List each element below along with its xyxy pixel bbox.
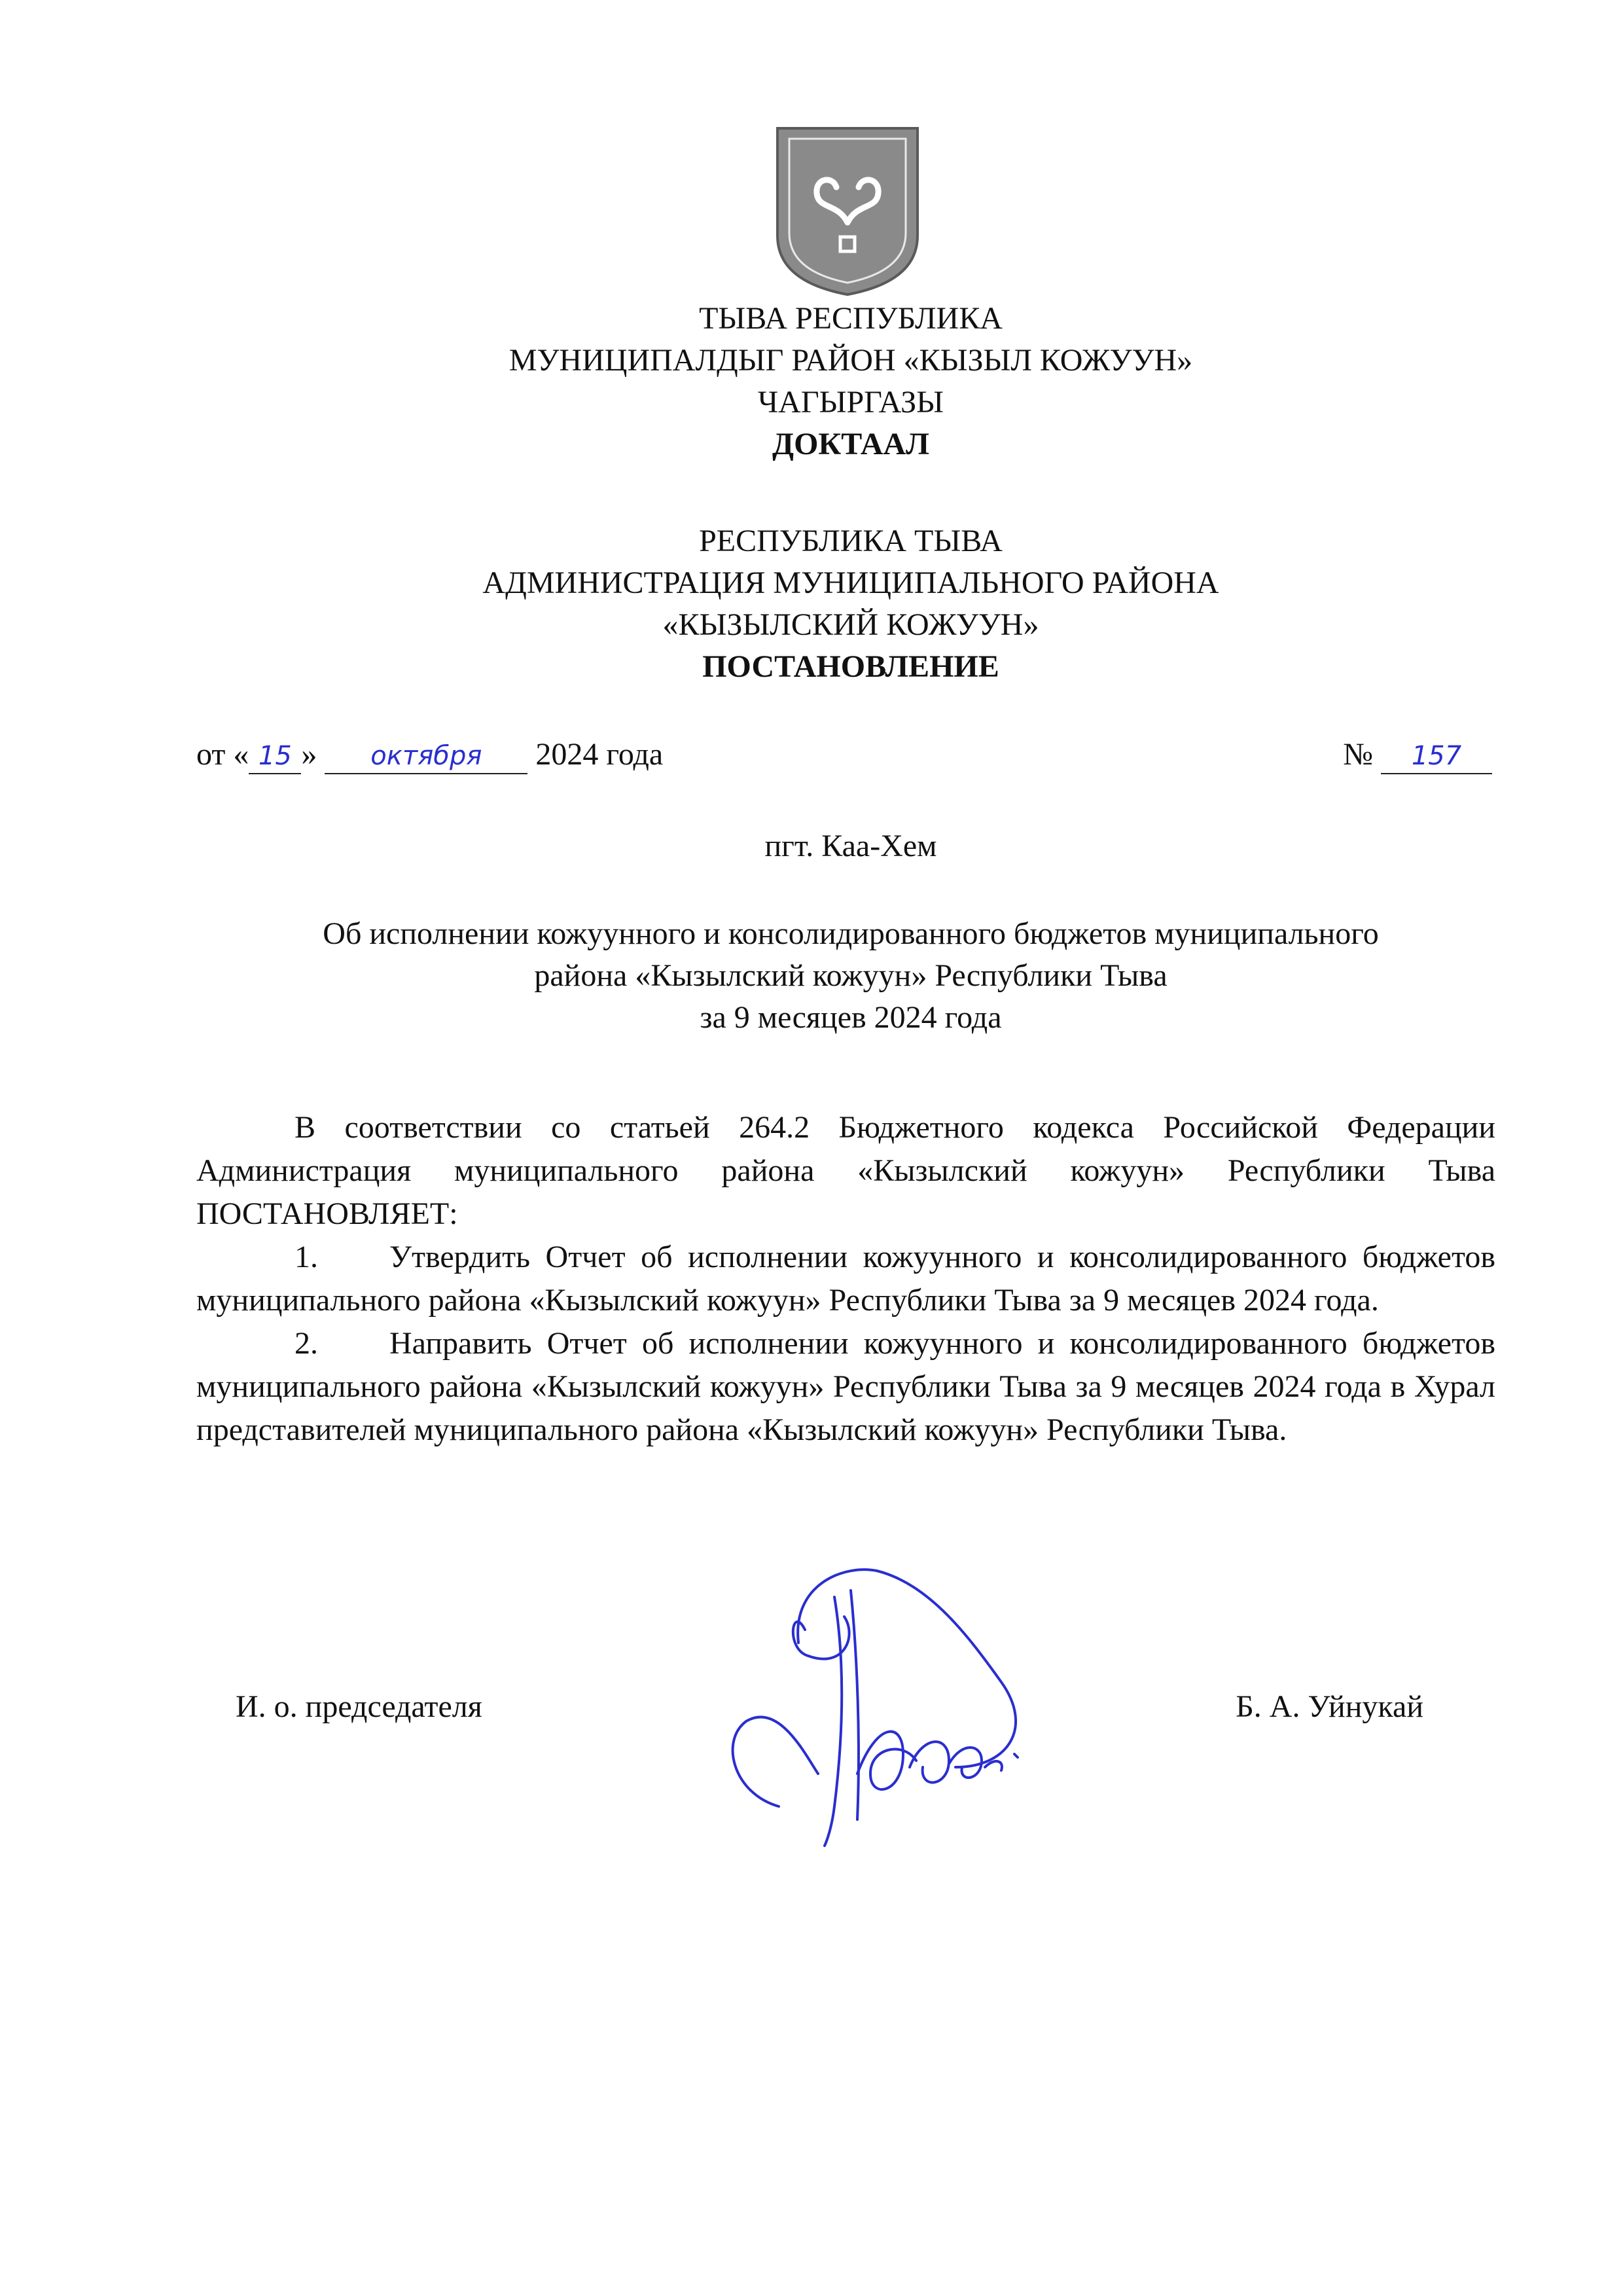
header-tyvan-doc-type: ДОКТААЛ bbox=[772, 427, 929, 461]
item-number: 2. bbox=[294, 1326, 318, 1361]
date-month-handwritten: октября bbox=[325, 739, 527, 774]
date-day-handwritten: 15 bbox=[249, 739, 301, 774]
header-tyvan bbox=[164, 298, 1538, 465]
document-body bbox=[196, 1106, 1495, 1452]
header-tyvan-line2: МУНИЦИПАЛДЫГ РАЙОН «КЫЗЫЛ КОЖУУН» bbox=[508, 343, 1193, 378]
coat-of-arms-shield-icon bbox=[772, 124, 923, 298]
number-label: № bbox=[1343, 737, 1373, 772]
document-number bbox=[1343, 736, 1492, 774]
list-item bbox=[196, 1322, 1495, 1452]
signatory-name: Б. А. Уйнукай bbox=[1236, 1689, 1423, 1724]
date-year: 2024 года bbox=[535, 737, 664, 772]
header-tyvan-line1: ТЫВА РЕСПУБЛИКА bbox=[699, 301, 1003, 336]
header-russian bbox=[164, 520, 1538, 688]
document-subject bbox=[164, 913, 1538, 1039]
place-of-issue: пгт. Каа-Хем bbox=[764, 829, 937, 863]
preamble: В соответствии со статьей 264.2 Бюджетного кодекса Российской Федерации Администрация муниципального района «Кызылский кожуун» Республики Тыва ПОСТАНОВЛЯЕТ: bbox=[196, 1110, 1495, 1231]
number-value-handwritten: 157 bbox=[1381, 739, 1492, 774]
header-russian-doc-type: ПОСТАНОВЛЕНИЕ bbox=[702, 649, 999, 684]
list-item bbox=[196, 1236, 1495, 1322]
date-number-row bbox=[196, 736, 1492, 795]
item-text: Утвердить Отчет об исполнении кожуунного и консолидированного бюджетов муниципального района «Кызылский кожуун» Республики Тыва за 9 месяцев 2024 года. bbox=[196, 1240, 1495, 1318]
subject-line2: района «Кызылский кожуун» Республики Тыва bbox=[534, 958, 1168, 993]
date-prefix: от « bbox=[196, 737, 249, 772]
header-tyvan-line3: ЧАГЫРГАЗЫ bbox=[757, 385, 944, 420]
item-text: Направить Отчет об исполнении кожуунного и консолидированного бюджетов муниципального района «Кызылский кожуун» Республики Тыва за 9 месяцев 2024 года в Хурал представителей муниципального района «Кызылский кожуун» Республики Тыва. bbox=[196, 1326, 1495, 1447]
document-date bbox=[196, 736, 663, 774]
header-russian-line3: «КЫЗЫЛСКИЙ КОЖУУН» bbox=[662, 607, 1039, 642]
subject-line3: за 9 месяцев 2024 года bbox=[700, 1000, 1002, 1035]
date-close-quote: » bbox=[301, 737, 317, 772]
handwritten-signature bbox=[694, 1558, 1060, 1859]
header-russian-line2: АДМИНИСТРАЦИЯ МУНИЦИПАЛЬНОГО РАЙОНА bbox=[482, 565, 1219, 600]
subject-line1: Об исполнении кожуунного и консолидированного бюджетов муниципального bbox=[323, 916, 1379, 951]
signatory-position: И. о. председателя bbox=[236, 1689, 482, 1724]
header-russian-line1: РЕСПУБЛИКА ТЫВА bbox=[699, 524, 1003, 558]
item-number: 1. bbox=[294, 1240, 318, 1274]
